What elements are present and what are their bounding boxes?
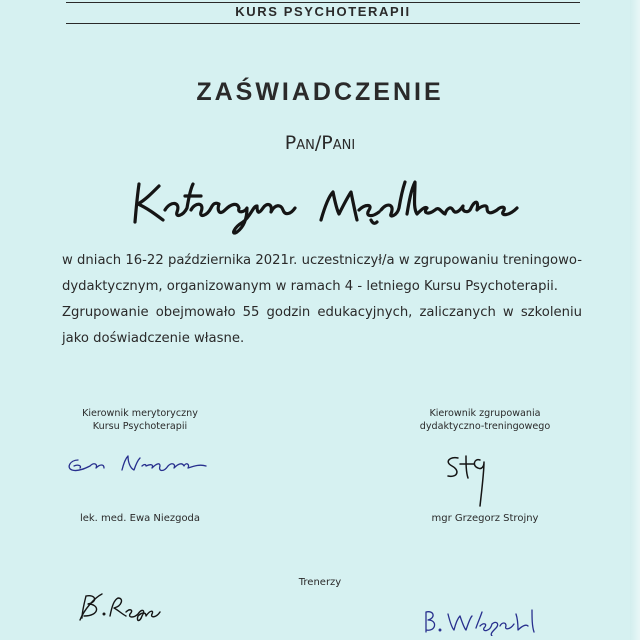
right-role-line-2: dydaktyczno-treningowego (419, 421, 551, 432)
header-rule-bottom (66, 23, 580, 24)
left-signatory-name: lek. med. Ewa Niezgoda (79, 513, 201, 524)
certificate-paragraph-1: w dniach 16-22 października 2021r. uczestniczył/a w zgrupowaniu treningowo-dydaktycznym, organizowanym w ramach 4 - letniego Kursu Psychoterapii. (62, 253, 582, 294)
left-signature (64, 450, 214, 484)
right-signature (440, 452, 510, 516)
course-header: KURS PSYCHOTERAPII (235, 4, 411, 19)
left-signatory-role (60, 407, 220, 433)
right-role-line-1: Kierownik zgrupowania (429, 408, 541, 419)
trainer-signature-1 (76, 590, 166, 626)
left-role-line-2: Kursu Psychoterapii (92, 421, 188, 432)
right-signatory-role (400, 407, 570, 433)
salutation: Pan/Pani (284, 132, 356, 154)
left-role-line-1: Kierownik merytoryczny (82, 408, 198, 419)
trainers-label: Trenerzy (298, 577, 342, 588)
trainer-signature-2 (420, 604, 560, 640)
recipient-name-handwritten (125, 170, 545, 244)
document-title: ZAŚWIADCZENIE (196, 78, 444, 106)
right-signatory-name: mgr Grzegorz Strojny (431, 513, 539, 524)
certificate-body (62, 248, 582, 352)
certificate-paragraph-2: Zgrupowanie obejmowało 55 godzin edukacyjnych, zaliczanych w szkoleniu jako doświadczenie własne. (62, 305, 582, 346)
header-rule-top (66, 2, 580, 3)
